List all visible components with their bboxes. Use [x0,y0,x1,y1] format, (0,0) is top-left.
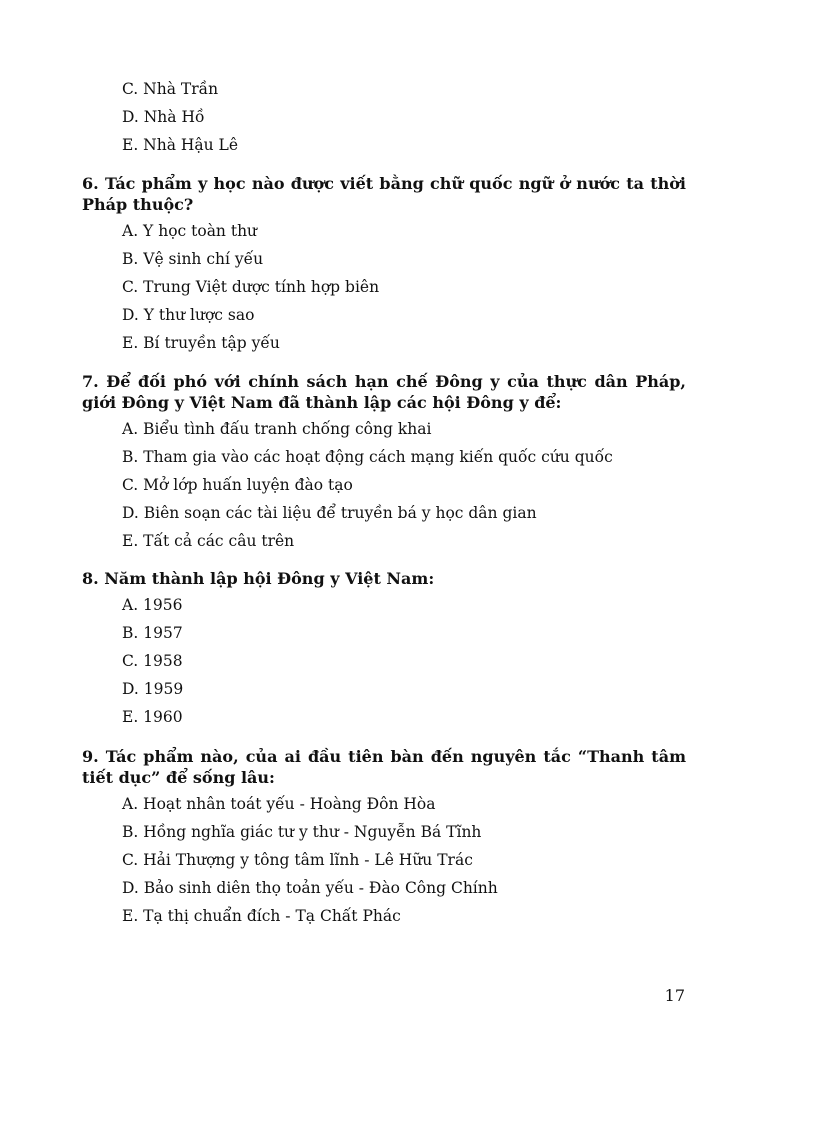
option-item: C. Hải Thượng y tông tâm lĩnh - Lê Hữu Trác [122,851,473,869]
option-item: D. Nhà Hồ [122,108,205,126]
question-text: 9. Tác phẩm nào, của ai đầu tiên bàn đến nguyên tắc “Thanh tâm tiết dục” để sống lâu: [82,747,686,787]
option-item: B. Hồng nghĩa giác tư y thư - Nguyễn Bá Tĩnh [122,823,482,841]
option-item: B. Vệ sinh chí yếu [122,250,264,268]
question-7 [82,371,686,558]
option-item: A. Y học toàn thư [122,222,258,240]
option-item: D. 1959 [122,680,184,698]
option-list [122,418,686,558]
option-item: E. Tạ thị chuẩn đích - Tạ Chất Phác [122,907,401,925]
option-item: A. Biểu tình đấu tranh chống công khai [122,420,432,438]
option-item: C. Trung Việt dược tính hợp biên [122,278,380,296]
option-item: C. Mở lớp huấn luyện đào tạo [122,476,353,494]
option-item: A. 1956 [122,596,183,614]
option-item: E. Tất cả các câu trên [122,532,295,550]
option-list [122,594,686,734]
question-text: 8. Năm thành lập hội Đông y Việt Nam: [82,569,435,588]
option-list [122,793,686,933]
option-item: D. Biên soạn các tài liệu để truyền bá y học dân gian [122,504,537,522]
option-item: C. 1958 [122,652,183,670]
question-text: 7. Để đối phó với chính sách hạn chế Đông y của thực dân Pháp, giới Đông y Việt Nam đã thành lập các hội Đông y để: [82,372,686,412]
option-item: A. Hoạt nhân toát yếu - Hoàng Đôn Hòa [122,795,436,813]
option-item: E. Bí truyền tập yếu [122,334,280,352]
continued-options-list [122,78,682,162]
option-item: E. 1960 [122,708,183,726]
option-item: D. Bảo sinh diên thọ toản yếu - Đào Công Chính [122,879,498,897]
option-item: D. Y thư lược sao [122,306,255,324]
page-number: 17 [664,986,685,1005]
question-text: 6. Tác phẩm y học nào được viết bằng chữ quốc ngữ ở nước ta thời Pháp thuộc? [82,174,686,214]
option-item: E. Nhà Hậu Lê [122,136,239,154]
option-item: B. Tham gia vào các hoạt động cách mạng kiến quốc cứu quốc [122,448,613,466]
question-6 [82,173,686,360]
option-item: B. 1957 [122,624,183,642]
question-9 [82,746,686,933]
option-list [122,220,686,360]
question-8 [82,568,686,734]
option-item: C. Nhà Trần [122,80,219,98]
